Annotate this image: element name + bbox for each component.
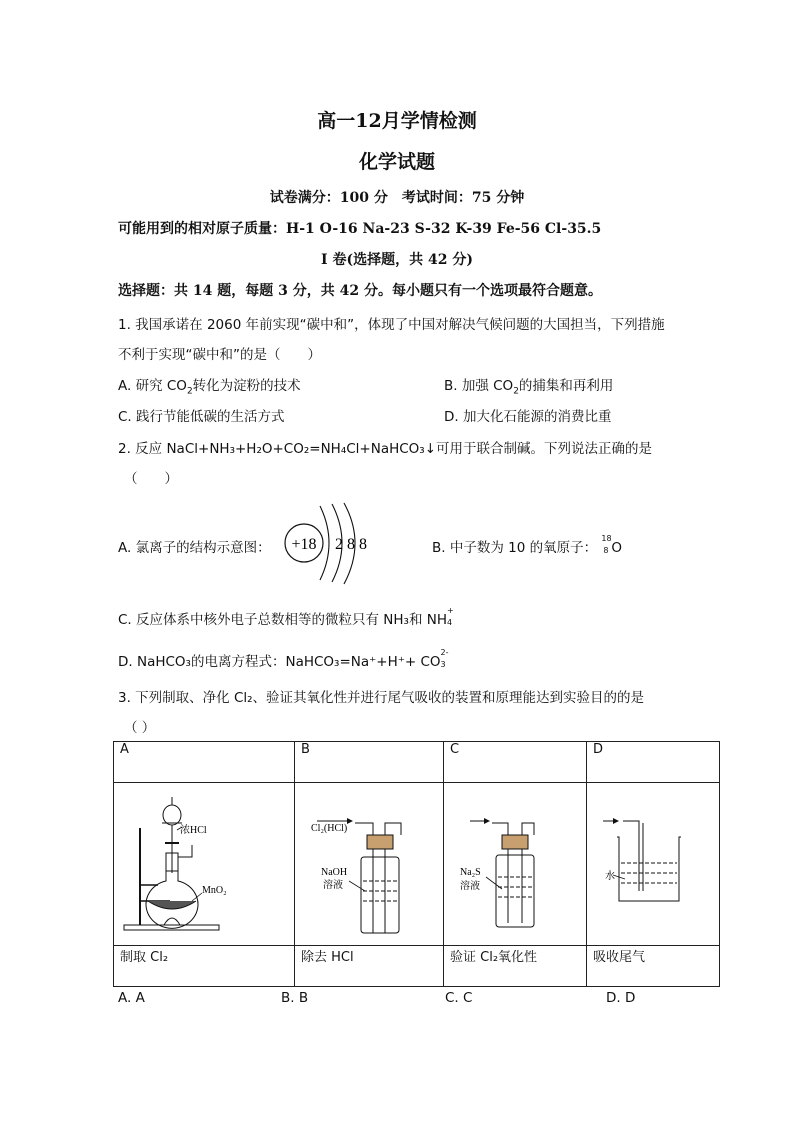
svg-text:Na₂S: Na₂S (460, 867, 481, 878)
header-a: A (114, 742, 295, 783)
header-b: B (295, 742, 444, 783)
q1-option-b: B. 加强 $CO_2$的捕集和再利用 (444, 378, 614, 397)
washing-bottle-c-diagram (450, 783, 580, 941)
q3-option-b: B. B (281, 990, 309, 1006)
section-heading: I 卷(选择题，共 42 分) (321, 252, 473, 268)
apparatus-table (113, 741, 720, 987)
q3-stem-line1: 3. 下列制取、净化 Cl₂、验证其氧化性并进行尾气吸收的装置和原理能达到实验目的的是 (118, 690, 645, 706)
label-b: 除去 HCl (295, 946, 444, 987)
apparatus-a-cell (114, 783, 295, 946)
svg-text:MnO₂: MnO₂ (202, 885, 227, 896)
svg-text:溶液: 溶液 (460, 881, 480, 892)
header-c: C (444, 742, 587, 783)
subject-title: 化学试题 (358, 151, 435, 173)
q3-stem-line2: （ ） (124, 720, 156, 736)
q3-option-d: D. D (606, 990, 636, 1006)
chlorine-generator-diagram (120, 783, 288, 941)
q1-option-a: A. 研究 $CO_2$转化为淀粉的技术 (118, 378, 301, 397)
apparatus-c-cell (444, 783, 587, 946)
atomic-masses: 可能用到的相对原子质量：H-1 O-16 Na-23 S-32 K-39 Fe-56 Cl-35.5 (118, 221, 602, 237)
q2-option-d: D. NaHCO₃的电离方程式：NaHCO₃=Na⁺+H⁺+ CO 2- 3 (118, 648, 449, 670)
q1-option-d: D. 加大化石能源的消费比重 (444, 409, 612, 425)
absorption-beaker-diagram (593, 783, 713, 941)
q1-stem-line1: 1. 我国承诺在 2060 年前实现“碳中和”，体现了中国对解决气候问题的大国担当，下列措施 (118, 317, 665, 333)
washing-bottle-b-diagram (301, 783, 437, 941)
q1-option-c: C. 践行节能低碳的生活方式 (118, 409, 285, 425)
q1-stem-line2: 不利于实现“碳中和”的是（ ） (118, 347, 321, 363)
svg-text:溶液: 溶液 (323, 880, 343, 891)
q2-stem-line2: （ ） (124, 471, 178, 487)
header-d: D (587, 742, 720, 783)
q2-option-a-label: A. 氯离子的结构示意图： (118, 540, 271, 556)
q2-option-c: C. 反应体系中核外电子总数相等的微粒只有 NH₃和 NH + 4 (118, 606, 454, 628)
page-title: 高一12月学情检测 (317, 110, 477, 132)
q3-option-a: A. A (118, 990, 145, 1006)
apparatus-d-cell (587, 783, 720, 946)
chloride-ion-diagram (280, 500, 380, 588)
q2-option-b: B. 中子数为 10 的氧原子： 18 8 O (432, 534, 623, 556)
exam-info: 试卷满分：100 分 考试时间：75 分钟 (269, 190, 525, 206)
svg-text:水: 水 (605, 871, 615, 882)
q3-option-c: C. C (445, 990, 473, 1006)
q2-stem-line1: 2. 反应 NaCl+NH₃+H₂O+CO₂=NH₄Cl+NaHCO₃↓可用于联合制碱。下列说法正确的是 (118, 441, 653, 457)
svg-text:Cl₂(HCl): Cl₂(HCl) (311, 823, 348, 834)
nucleus-charge: +18 (291, 536, 317, 553)
label-c: 验证 Cl₂氧化性 (444, 946, 587, 987)
apparatus-b-cell (295, 783, 444, 946)
instructions: 选择题：共 14 题，每题 3 分，共 42 分。每小题只有一个选项最符合题意。 (118, 283, 602, 299)
label-d: 吸收尾气 (587, 946, 720, 987)
svg-text:浓HCl: 浓HCl (180, 825, 207, 836)
electron-shells: 2 8 8 (335, 536, 367, 553)
svg-text:NaOH: NaOH (321, 867, 348, 878)
label-a: 制取 Cl₂ (114, 946, 295, 987)
